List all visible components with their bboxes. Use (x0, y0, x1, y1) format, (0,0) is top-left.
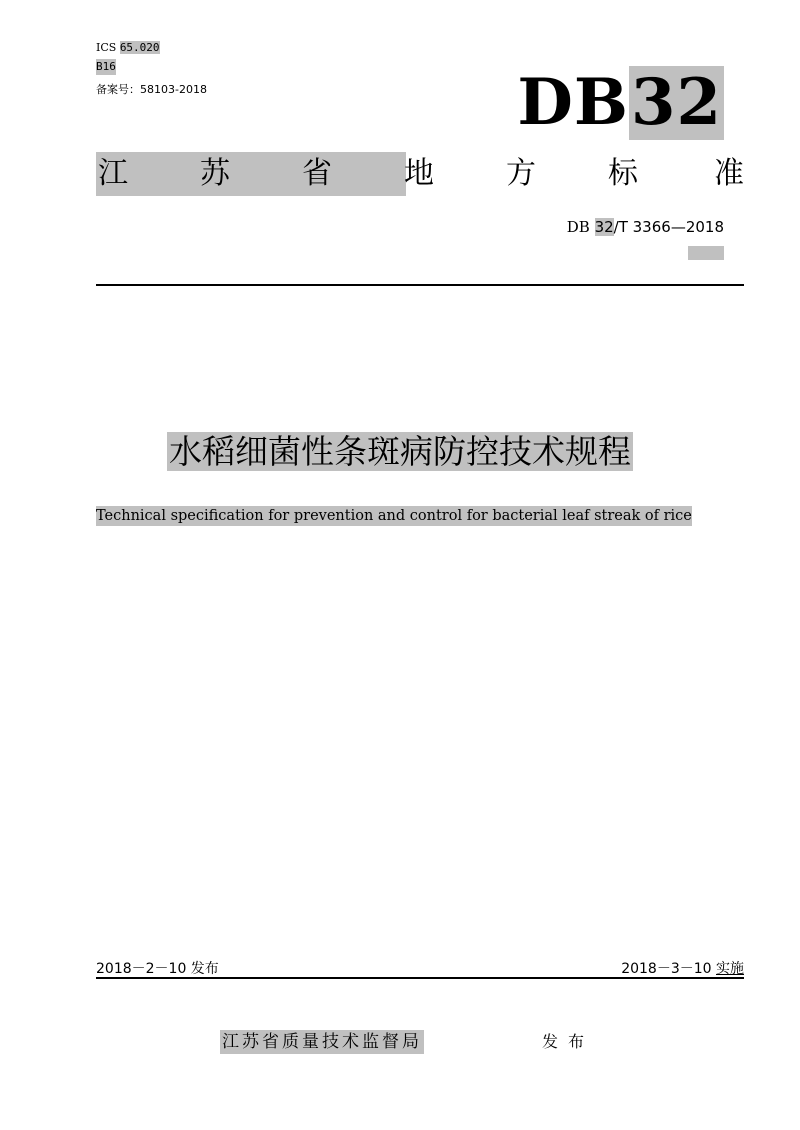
standard-number (567, 216, 724, 238)
replacement-placeholder (688, 246, 724, 260)
heading-highlight (96, 152, 406, 196)
heading-char: 省 (302, 156, 332, 191)
ics-code (96, 40, 160, 56)
heading-char: 苏 (200, 156, 230, 191)
issued-label: 发布 (542, 1032, 595, 1051)
standard-number-prefix: DB (566, 218, 590, 236)
db-letters: DB (517, 65, 629, 140)
ics-number: 65.020 (119, 41, 160, 54)
heading-char: 地 (404, 156, 434, 191)
implementation-date-value: 2018－3－10 (621, 961, 712, 977)
english-title: Technical specification for prevention and control for bacterial leaf streak of rice (96, 508, 692, 524)
standard-number-code: 32 (594, 218, 614, 236)
standard-type-heading (96, 152, 746, 196)
standard-number-rest: /T 3366—2018 (613, 218, 724, 236)
footer-divider (96, 977, 744, 979)
classification-code: B16 (96, 60, 116, 73)
heading-char: 方 (506, 156, 536, 191)
heading-char: 标 (608, 156, 638, 191)
issuing-authority: 江苏省质量技术监督局 (222, 1032, 422, 1052)
heading-char: 江 (98, 156, 128, 191)
ics-prefix: ICS (96, 41, 117, 54)
issue-date: 2018－2－10 发布 (96, 961, 219, 977)
heading-char: 准 (714, 156, 744, 191)
implementation-date (621, 959, 744, 979)
db-logo (517, 66, 724, 140)
implementation-label: 实施 (716, 961, 744, 977)
region-code: 32 (630, 65, 722, 140)
chinese-title (0, 430, 800, 474)
filing-number: 备案号：58103-2018 (96, 83, 207, 96)
chinese-title-text: 水稻细菌性条斑病防控技术规程 (169, 432, 631, 471)
header-divider (96, 284, 744, 286)
